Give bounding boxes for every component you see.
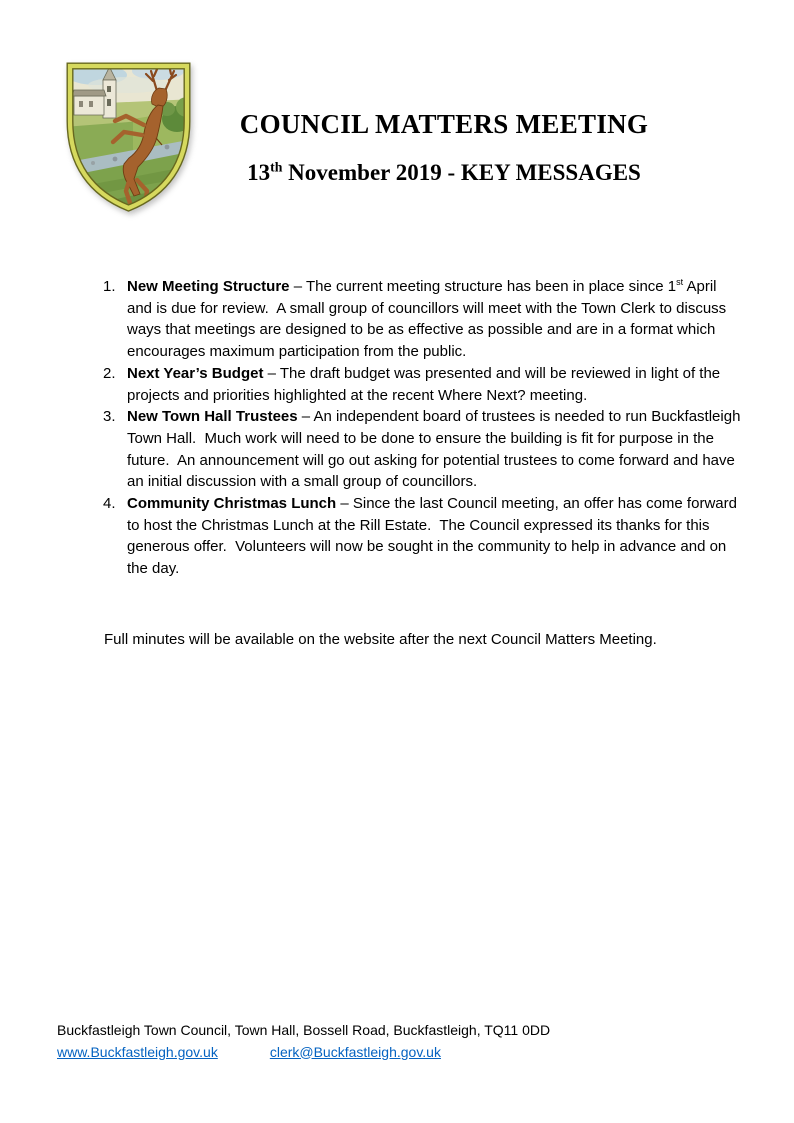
subtitle-date-ordinal: th: [270, 159, 283, 175]
list-item-heading: New Meeting Structure: [127, 278, 290, 295]
list-item-2: [103, 363, 742, 406]
list-item-number: 2.: [103, 364, 116, 382]
list-item-number: 4.: [103, 495, 116, 513]
list-item-body: – Since the last Council meeting, an offer has come forward to host the Christmas Lunch at the Rill Estate. The Council expressed its thanks for this generous offer. Volunteers will now be sought in the community to help in advance and on the day.: [127, 495, 742, 578]
list-item-3: [103, 406, 745, 493]
list-item-body-continued: April and is due for review. A small group of councillors will meet with the Town Clerk to discuss ways that meetings are designed to be as effective as possible and are in a format which encourages maximum participation from the public.: [127, 278, 731, 361]
list-item-heading: Community Christmas Lunch: [127, 495, 337, 513]
document-header: [100, 108, 788, 186]
list-item-4: [103, 493, 742, 580]
document-title: [100, 108, 788, 140]
list-item-body: – The draft budget was presented and will be reviewed in light of the projects and priorities highlighted at the recent Where Next? meeting.: [127, 364, 725, 404]
list-item-text: [127, 363, 742, 406]
email-link[interactable]: clerk@Buckfastleigh.gov.uk: [269, 1043, 441, 1060]
document-subtitle: [100, 159, 788, 186]
list-item-heading: Next Year’s Budget: [127, 364, 264, 382]
list-item-number: 3.: [103, 408, 116, 426]
list-item-text: [127, 406, 745, 493]
key-messages-list: [103, 276, 745, 580]
list-item-1: [103, 276, 742, 363]
footer-address: Buckfastleigh Town Council, Town Hall, Bossell Road, Buckfastleigh, TQ11 0DD: [57, 1022, 551, 1038]
website-link[interactable]: www.Buckfastleigh.gov.uk: [57, 1043, 218, 1060]
list-item-body: – The current meeting structure has been in place since 1: [289, 278, 677, 295]
document-title-text: COUNCIL MATTERS MEETING: [239, 109, 649, 139]
footer-links: [57, 1042, 754, 1064]
list-item-text: [127, 276, 742, 363]
list-item-heading: New Town Hall Trustees: [127, 408, 298, 426]
list-item-superscript: st: [676, 277, 684, 287]
footer: [57, 1020, 754, 1063]
list-item-text: [127, 493, 742, 580]
list-item-body: – An independent board of trustees is needed to run Buckfastleigh Town Hall. Much work will need to be done to ensure the building is fit for purpose in the future. An announcement will go out asking for potential trustees to come forward and have an initial discussion with a small group of councillors.: [127, 408, 745, 491]
subtitle-date-day: 13: [247, 160, 271, 185]
subtitle-text: November 2019 - KEY MESSAGES: [282, 160, 641, 185]
list-item-number: 1.: [103, 278, 116, 295]
closing-note: Full minutes will be available on the website after the next Council Matters Meeting.: [104, 631, 657, 648]
